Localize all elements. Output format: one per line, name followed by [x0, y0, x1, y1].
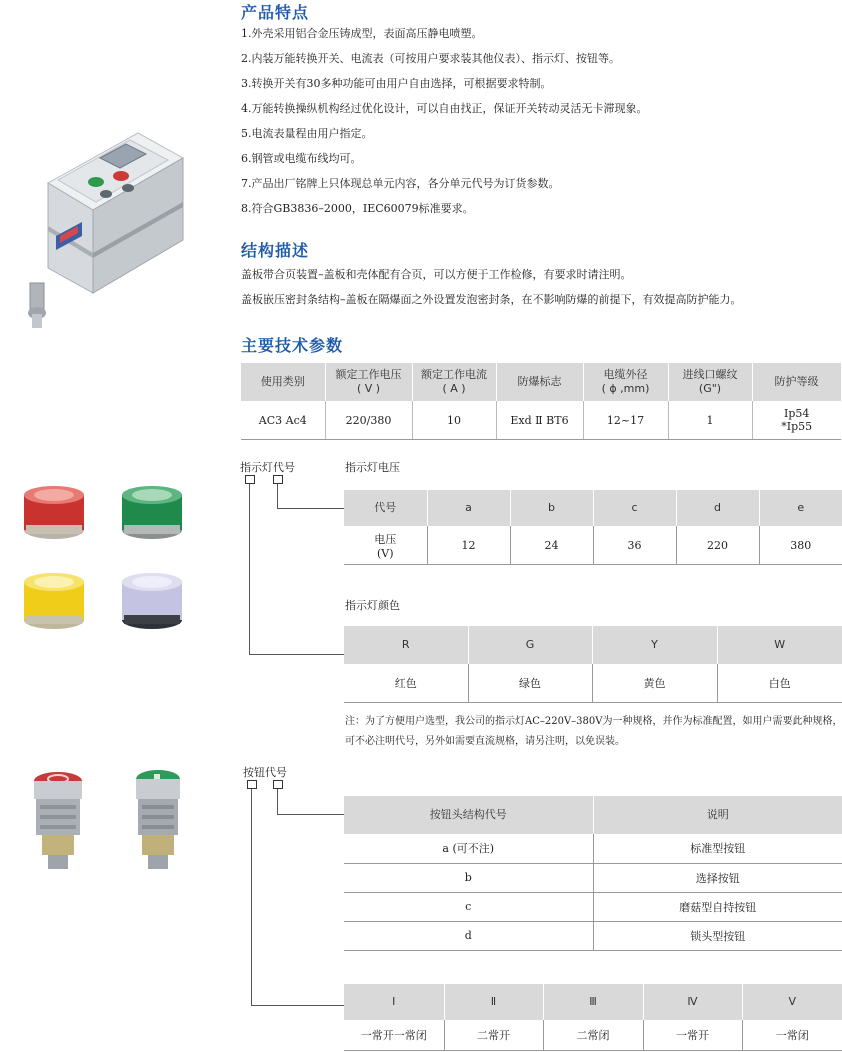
button-head-code: a (可不注)	[344, 834, 593, 863]
button-head-desc: 磨菇型自持按钮	[679, 900, 757, 914]
spec-header-thread: 进线口螺纹 (G")	[668, 363, 752, 401]
structure-item: 盖板嵌压密封条结构–盖板在隔爆面之外设置发泡密封条，在不影响防爆的前提下，有效提高防护能力。	[241, 293, 742, 306]
feature-item: 4.万能转换操纵机构经过优化设计，可以自由找正，保证开关转动灵活无卡滞现象。	[241, 102, 648, 115]
button-head-header-code: 按钮头结构代号	[344, 796, 593, 834]
features-list	[241, 25, 648, 225]
contact-name: 二常开	[444, 1020, 543, 1050]
contact-name: 一常闭	[775, 1029, 809, 1042]
contact-code: Ⅳ	[643, 984, 742, 1020]
voltage-row-label: 电压 (V)	[344, 526, 427, 564]
spec-header-cable-diameter: 电缆外径 ( ϕ ,mm)	[583, 363, 668, 401]
structure-item: 盖板带合页装置–盖板和壳体配有合页，可以方便于工作检修，有要求时请注明。	[241, 268, 632, 281]
bracket-line	[249, 654, 344, 655]
contact-code: Ⅴ	[742, 984, 842, 1020]
feature-item: 7.产品出厂铭牌上只体现总单元内容，各分单元代号为订货参数。	[241, 177, 560, 190]
structure-title: 结构描述	[241, 241, 310, 260]
voltage-table-bottom-rule	[344, 564, 842, 565]
spec-value-protection: Ip54 *Ip55	[781, 407, 813, 433]
bracket-line	[277, 814, 344, 815]
spec-header-protection: 防护等级	[752, 363, 841, 401]
contact-name: 一常开	[643, 1020, 742, 1050]
control-box-photo	[18, 118, 198, 338]
bracket-line	[251, 1005, 344, 1006]
voltage-value: 24	[510, 526, 593, 564]
button-head-desc: 锁头型按钮	[690, 929, 746, 943]
button-head-header-desc: 说明	[593, 796, 842, 834]
contact-table-bottom-rule	[344, 1050, 842, 1051]
features-title: 产品特点	[241, 3, 310, 22]
color-name: 黄色	[592, 664, 717, 702]
button-head-code: d	[344, 921, 593, 950]
button-contact-table	[344, 984, 842, 1050]
structure-list	[241, 266, 742, 316]
voltage-value: 36	[593, 526, 676, 564]
voltage-value: 380	[790, 538, 812, 552]
indicator-lamps-photo	[12, 470, 202, 645]
color-name: 红色	[344, 664, 468, 702]
button-head-table	[344, 796, 842, 951]
code-box	[247, 780, 257, 789]
contact-code: Ⅲ	[543, 984, 643, 1020]
button-head-desc: 标准型按钮	[690, 842, 746, 856]
voltage-value: 12	[427, 526, 510, 564]
indicator-voltage-table	[344, 490, 842, 564]
voltage-value: 220	[676, 526, 759, 564]
bracket-line	[251, 789, 252, 1005]
specs-table	[241, 363, 842, 439]
voltage-code: c	[593, 490, 676, 526]
voltage-code: a	[427, 490, 510, 526]
spec-value-usage: AC3 Ac4	[241, 401, 325, 439]
code-box	[245, 475, 255, 484]
feature-item: 5.电流表量程由用户指定。	[241, 127, 373, 140]
color-code: W	[717, 626, 842, 664]
bracket-line	[277, 508, 344, 509]
spec-value-current: 10	[412, 401, 496, 439]
contact-name: 二常闭	[543, 1020, 643, 1050]
color-name: 白色	[768, 677, 791, 690]
voltage-code: d	[676, 490, 759, 526]
color-code: R	[344, 626, 468, 664]
bracket-line	[249, 484, 250, 654]
spec-value-voltage: 220/380	[325, 401, 412, 439]
contact-code: Ⅰ	[344, 984, 444, 1020]
indicator-code-label: 指示灯代号	[240, 461, 295, 474]
color-table-bottom-rule	[344, 702, 842, 703]
color-code: Y	[592, 626, 717, 664]
feature-item: 8.符合GB3836–2000，IEC60079标准要求。	[241, 202, 474, 215]
push-buttons-photo	[18, 765, 198, 880]
specs-table-bottom-rule	[241, 439, 841, 440]
button-head-desc: 选择按钮	[695, 871, 740, 885]
feature-item: 6.钢管或电缆布线均可。	[241, 152, 362, 165]
voltage-header-code: 代号	[344, 490, 427, 526]
feature-item: 3.转换开关有30多种功能可由用户自由选择，可根据要求特制。	[241, 77, 552, 90]
spec-value-thread: 1	[668, 401, 752, 439]
feature-item: 1.外壳采用铝合金压铸成型，表面高压静电喷塑。	[241, 27, 483, 40]
bracket-line	[277, 789, 278, 814]
indicator-color-table	[344, 626, 842, 702]
spec-value-explosion-mark: Exd Ⅱ BT6	[496, 401, 583, 439]
spec-header-voltage: 额定工作电压 ( V )	[325, 363, 412, 401]
spec-header-current: 额定工作电流 ( A )	[412, 363, 496, 401]
voltage-code: b	[510, 490, 593, 526]
indicator-voltage-title: 指示灯电压	[345, 461, 400, 474]
spec-header-usage: 使用类别	[241, 363, 325, 401]
contact-name: 一常开一常闭	[344, 1020, 444, 1050]
indicator-note: 注：为了方便用户选型，我公司的指示灯AC–220V–380V为一种规格，并作为标准配置，如用户需要此种规格，可不必注明代号，另外如需要直流规格，请另注明，以免误装。	[345, 716, 842, 747]
code-box	[273, 475, 283, 484]
button-code-label: 按钮代号	[243, 766, 287, 779]
spec-header-explosion-mark: 防爆标志	[496, 363, 583, 401]
voltage-code: e	[759, 490, 842, 526]
spec-value-cable-diameter: 12~17	[583, 401, 668, 439]
feature-item: 2.内装万能转换开关、电流表（可按用户要求装其他仪表）、指示灯、按钮等。	[241, 52, 620, 65]
code-box	[273, 780, 283, 789]
bracket-line	[277, 484, 278, 508]
color-code: G	[468, 626, 592, 664]
button-head-code: c	[344, 892, 593, 921]
specs-title: 主要技术参数	[241, 336, 344, 355]
indicator-color-title: 指示灯颜色	[345, 599, 400, 612]
button-head-code: b	[344, 863, 593, 892]
color-name: 绿色	[468, 664, 592, 702]
contact-code: Ⅱ	[444, 984, 543, 1020]
